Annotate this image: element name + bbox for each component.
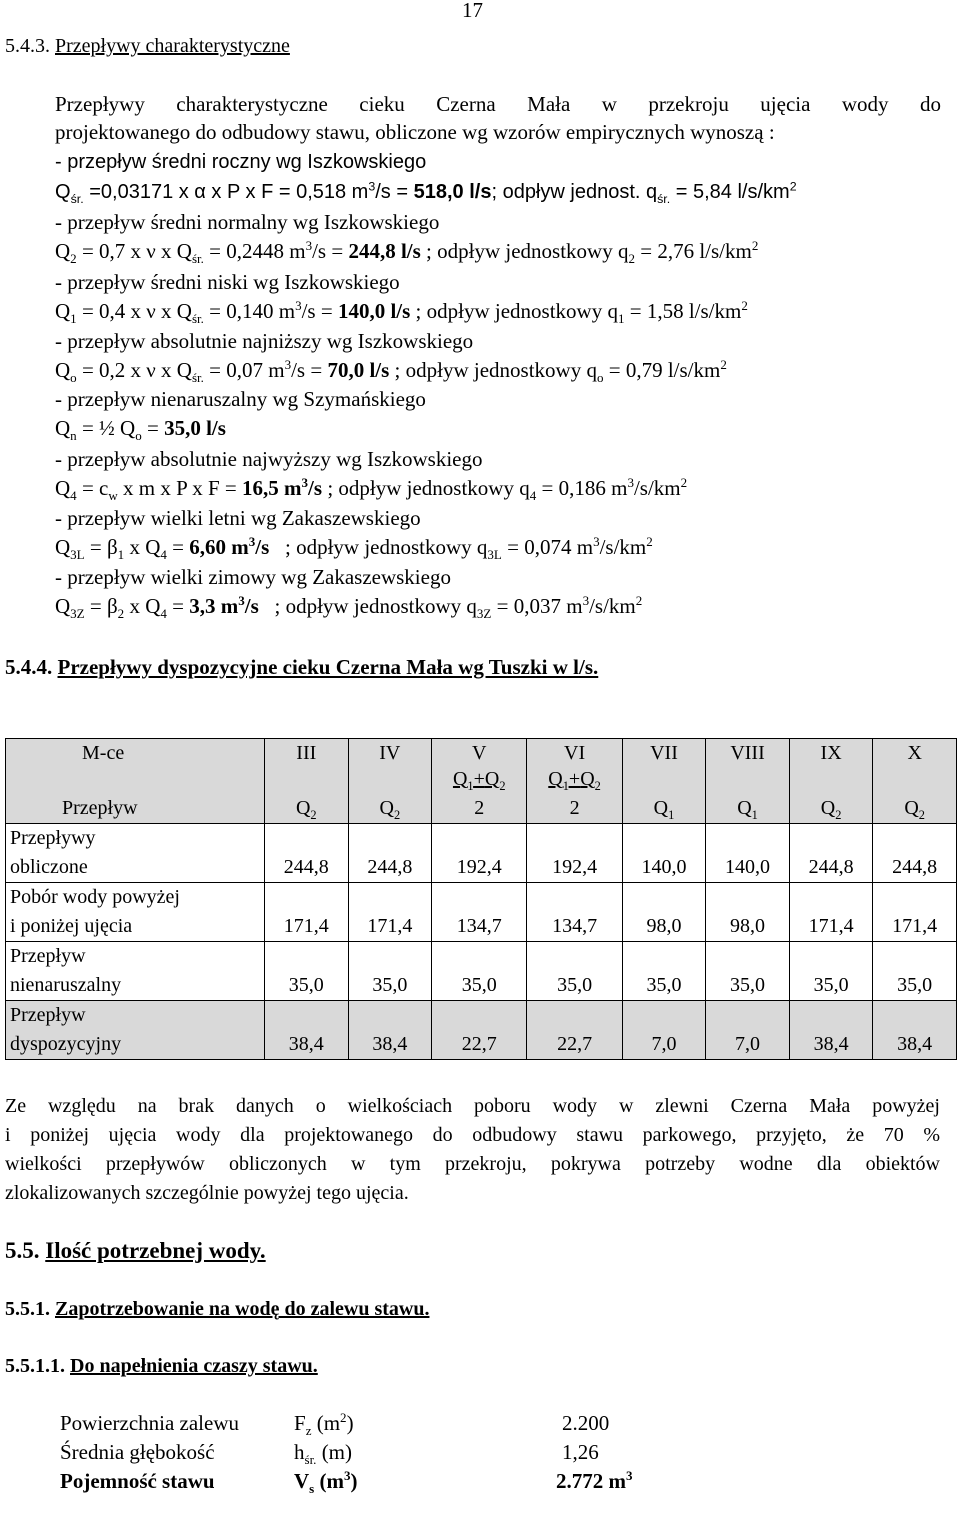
table-row [6,883,957,942]
table-cell: 140,0 [706,824,790,883]
flow-formula-mean-low: $Q_1 = 0,4$ x ν x $Q_{śr.} = 0,140$ $m^3/s = 140,0$ l/s ; odpływ jednostkowy $q_1 = 1,58$ $l/s/km^2$ [55,298,748,327]
section-title: Zapotrzebowanie na wodę do zalewu stawu. [55,1298,430,1320]
section-number: 5.4.4. [5,655,58,679]
header-month-VII: VII $Q_1$ [622,739,706,824]
table-header-row [6,739,957,824]
param-volume-value: 2.772 $m^3$ [556,1468,633,1493]
table-cell: 244,8 [873,824,957,883]
header-month-VIII: VIII $Q_1$ [706,739,790,824]
table-cell: 244,8 [265,824,349,883]
flow-formula-mean-normal: $Q_2 = 0,7$ x ν x $Q_{śr.} = 0,2448$ $m^3/s = 244,8$ l/s ; odpływ jednostkowy $q_2 = 2,76$ $l/s/km^2$ [55,238,759,267]
header-flow-label: Przepływ [62,797,138,819]
table-cell: 22,7 [527,1001,622,1060]
intro-line-2: projektowanego do odbudowy stawu, obliczone wg wzorów empirycznych wynoszą : [55,120,775,144]
row-label: Przepływ nienaruszalny [6,942,265,1001]
page-number: 17 [462,0,483,22]
header-month-IX: IX $Q_2$ [789,739,873,824]
disposable-flows-table [5,738,957,1060]
table-row [6,824,957,883]
flow-formula-absolute-min: $Q_o = 0,2$ x ν x $Q_{śr.} = 0,07$ $m^3/s = 70,0$ l/s ; odpływ jednostkowy $q_o = 0,79$ $l/s/km^2$ [55,357,727,386]
param-area-label: Powierzchnia zalewu [60,1411,240,1435]
section-number: 5.5. [5,1238,46,1263]
section-number: 5.4.3. [5,35,55,57]
table-cell: 22,7 [432,1001,527,1060]
flow-formula-absolute-max: $Q_4 = c_w$ x m x P x F = 16,5 $m^3/s$ ; odpływ jednostkowy $q_4 = 0,186$ $m^3/s/km^2$ [55,475,688,504]
param-area-symbol: $F_z$ $(m^2)$ [294,1410,354,1439]
table-cell: 98,0 [706,883,790,942]
flow-desc-winter-high: - przepływ wielki zimowy wg Zakaszewskiego [55,565,451,589]
table-cell: 134,7 [432,883,527,942]
table-cell: 171,4 [873,883,957,942]
flow-desc-mean-annual: - przepływ średni roczny wg Iszkowskiego [55,151,427,173]
header-month-III: III $Q_2$ [265,739,349,824]
table-row [6,942,957,1001]
header-month-VI: VI $Q_1+Q_2$ 2 [527,739,622,824]
table-cell: 35,0 [527,942,622,1001]
paragraph-line-3: wielkości przepływów obliczonych w tym przekroju, pokrywa potrzeby wodne dla obiektów [5,1153,940,1175]
table-cell: 7,0 [706,1001,790,1060]
table-cell: 192,4 [432,824,527,883]
flow-desc-inviolable: - przepływ nienaruszalny wg Szymańskiego [55,387,426,411]
table-cell: 35,0 [432,942,527,1001]
flow-formula-inviolable: $Q_n$ = ½ $Q_o = 35,0$ l/s [55,416,226,444]
table-cell: 38,4 [789,1001,873,1060]
section-heading-5-4-3 [5,35,290,58]
table-cell: 171,4 [348,883,432,942]
param-area-value: 2.200 [562,1411,610,1435]
flow-formula-summer-high: $Q_{3L} = \beta_1$ x $Q_4 = 6,60$ $m^3/s$ ; odpływ jednostkowy $q_{3L} = 0,074$ $m^3/s/km^2$ [55,534,653,563]
paragraph-line-4: zlokalizowanych szczególnie powyżej tego ujęcia. [5,1182,409,1204]
table-cell: 35,0 [265,942,349,1001]
table-cell: 244,8 [348,824,432,883]
table-cell: 171,4 [265,883,349,942]
table-cell: 38,4 [873,1001,957,1060]
section-title: Przepływy dyspozycyjne cieku Czerna Mała wg Tuszki w l/s. [57,655,599,679]
table-cell: 7,0 [622,1001,706,1060]
flow-formula-mean-annual: $Q_{śr.} =0,03171$ x α x P x F = 0,518 $m^3/s = 518,0$ l/s; odpływ jednost. $q_{śr.} = 5,84$ $l/s/km^2$ [55,179,797,206]
row-label: Przepływ dyspozycyjny [6,1001,265,1060]
param-depth-value: 1,26 [562,1440,599,1464]
param-volume-symbol: $V_s$ $(m^3)$ [294,1468,358,1497]
table-cell: 171,4 [789,883,873,942]
header-month-X: X $Q_2$ [873,739,957,824]
table-cell: 98,0 [622,883,706,942]
section-title: Do napełnienia czaszy stawu. [70,1355,318,1377]
section-number: 5.5.1.1. [5,1355,70,1377]
table-cell: 35,0 [348,942,432,1001]
flow-desc-absolute-min: - przepływ absolutnie najniższy wg Iszkowskiego [55,329,474,353]
header-label-cell [6,739,265,824]
section-title: Ilość potrzebnej wody. [45,1238,266,1263]
table-row [6,1001,957,1060]
paragraph-line-2: i poniżej ujęcia wody dla projektowanego do odbudowy stawu parkowego, przyjęto, że 70 % [5,1124,940,1146]
section-number: 5.5.1. [5,1298,55,1320]
section-heading-5-4-4 [5,655,598,680]
table-cell: 35,0 [706,942,790,1001]
table-cell: 35,0 [622,942,706,1001]
header-month-V: V $Q_1+Q_2$ 2 [432,739,527,824]
table-cell: 38,4 [348,1001,432,1060]
paragraph-line-1: Ze względu na brak danych o wielkościach poboru wody w zlewni Czerna Mała powyżej [5,1095,940,1117]
table-cell: 192,4 [527,824,622,883]
param-depth-symbol: $h_{śr.}$ (m) [294,1440,353,1468]
table-cell: 244,8 [789,824,873,883]
flow-formula-winter-high: $Q_{3Z} = \beta_2$ x $Q_4 = 3,3$ $m^3/s$ ; odpływ jednostkowy $q_{3Z} = 0,037$ $m^3/s/km^2$ [55,593,643,622]
header-months-label: M-ce [82,742,125,764]
param-depth-label: Średnia głębokość [60,1440,215,1464]
flow-desc-mean-normal: - przepływ średni normalny wg Iszkowskiego [55,210,440,234]
table-cell: 35,0 [873,942,957,1001]
section-title: Przepływy charakterystyczne [55,35,290,57]
row-label: Przepływy obliczone [6,824,265,883]
intro-line-1: Przepływy charakterystyczne cieku Czerna Mała w przekroju ujęcia wody do [55,92,941,116]
table-cell: 35,0 [789,942,873,1001]
section-heading-5-5 [5,1238,266,1264]
row-label: Pobór wody powyżej i poniżej ujęcia [6,883,265,942]
section-heading-5-5-1 [5,1298,429,1321]
flow-desc-summer-high: - przepływ wielki letni wg Zakaszewskiego [55,506,421,530]
table-cell: 38,4 [265,1001,349,1060]
flow-desc-mean-low: - przepływ średni niski wg Iszkowskiego [55,270,400,294]
table-cell: 140,0 [622,824,706,883]
param-volume-label: Pojemność stawu [60,1469,215,1493]
section-heading-5-5-1-1 [5,1355,318,1378]
table-cell: 134,7 [527,883,622,942]
flow-desc-absolute-max: - przepływ absolutnie najwyższy wg Iszkowskiego [55,447,483,471]
header-month-IV: IV $Q_2$ [348,739,432,824]
